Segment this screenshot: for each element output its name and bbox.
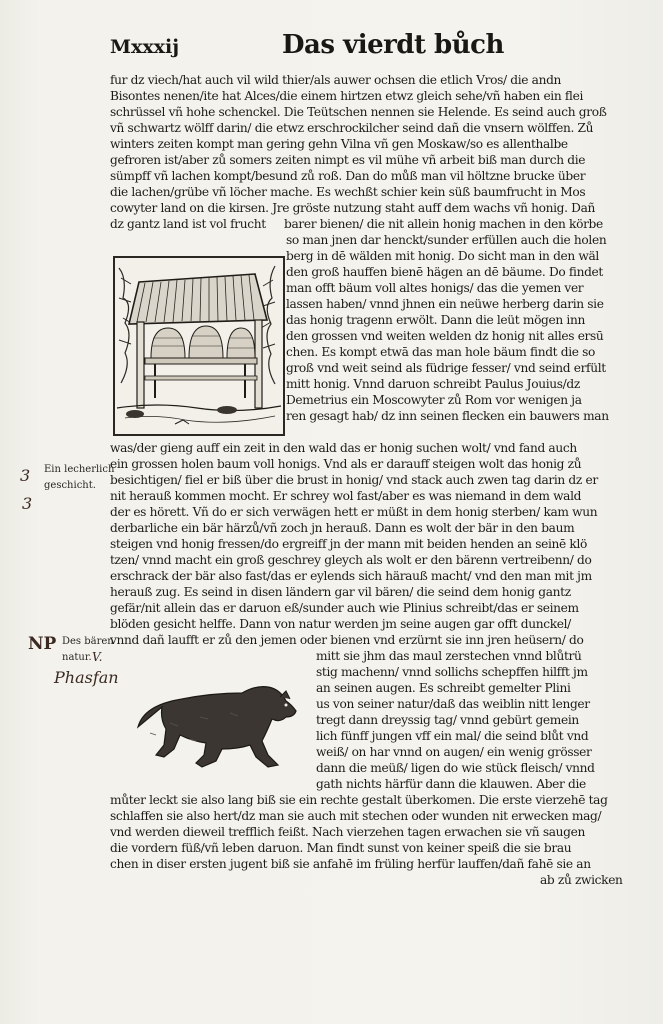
bear-woodcut (130, 683, 312, 783)
text-line: die vordern füß/vñ leben daruon. Man findt sunst von keiner speiß die sie brau (110, 841, 572, 855)
text-line: mitt sie jhm das maul zerstechen vnnd blůtrü (316, 649, 582, 663)
text-line: lassen haben/ vnnd jhnen ein neüwe herberg darin sie (286, 297, 604, 311)
running-head-title: Das vierdt bůch (282, 30, 504, 60)
text-line: das honig tragenn erwölt. Dann die leüt mögen inn (286, 313, 585, 327)
text-line: barer bienen/ die nit allein honig machen in den körbe (284, 217, 603, 231)
text-line: den groß hauffen bienē hägen an dē bäume. Do findet (286, 265, 603, 279)
text-line: gefär/nit allein das er daruon eß/sunder auch wie Plinius schreibt/das er seinem (110, 601, 579, 615)
text-line: sümpff vñ lachen kompt/besund zů roß. Dan do můß man vil höltzne brucke über (110, 169, 586, 183)
text-line: nit herauß kommen mocht. Er schrey wol fast/aber es was niemand in dem wald (110, 489, 582, 503)
text-line: tregt dann dreyssig tag/ vnnd gebürt gemein (316, 713, 579, 727)
text-line: schrüssel vñ hohe schenckel. Die Teütschen nennen sie Helende. Es seind auch groß (110, 105, 607, 119)
text-line: blöden gesicht helffe. Dann von natur werden jm seine augen gar offt dunckel/ (110, 617, 571, 631)
hand-mark-top: 3 (20, 466, 31, 485)
text-line: stig machenn/ vnnd sollichs schepffen hilfft jm (316, 665, 588, 679)
text-line: gath nichts härfür dann die klauwen. Aber die (316, 777, 586, 791)
text-line: so man jnen dar henckt/sunder erfüllen auch die holen (286, 233, 607, 247)
text-line: vnnd dañ laufft er zů den jemen oder bienen vnd erzürnt sie inn jren heüsern/ do (110, 633, 584, 647)
text-line: us von seiner natur/daß das weiblin nitt lenger (316, 697, 590, 711)
text-line: dann die meüß/ ligen do wie stück fleisch/ vnnd (316, 761, 595, 775)
text-line: ein grossen holen baum voll honigs. Vnd als er darauff steigen wolt das honig zů (110, 457, 582, 471)
beehive-shed-icon (115, 258, 283, 434)
text-line: Demetrius ein Moscowyter zů Rom vor wenigen ja (286, 393, 582, 407)
text-line-catchword: ab zů zwicken (540, 873, 623, 887)
margin-note-2-line-2: natur. (62, 652, 92, 663)
text-line: cowyter land on die kirsen. Jre gröste nutzung staht auff dem wachs vñ honig. Dañ (110, 201, 596, 215)
hand-np-mark: NP (28, 634, 57, 654)
text-line: tzen/ vnnd macht ein groß geschrey gleych als wolt er den bärenn vertreibenn/ do (110, 553, 592, 567)
text-line: mitt honig. Vnnd daruon schreibt Paulus Jouius/dz (286, 377, 580, 391)
text-line: ren gesagt hab/ dz inn seinen flecken ein bauwers man (286, 409, 609, 423)
folio-number: Mxxxij (110, 36, 180, 58)
text-line: herauß zug. Es seind in disen ländern gar vil bären/ die seind dem honig gantz (110, 585, 571, 599)
text-line: chen in diser ersten jugent biß sie anfahē im früling herfür lauffen/dañ fahē sie an (110, 857, 591, 871)
text-line: groß vnd weit seind als füdrige fesser/ vnd seind erfült (286, 361, 606, 375)
text-line: gefroren ist/aber zů somers zeiten nimpt es vil mühe vñ arbeit biß man durch die (110, 153, 586, 167)
bear-icon (130, 683, 312, 783)
text-line: dz gantz land ist vol frucht (110, 217, 266, 231)
hand-v-mark: V. (92, 650, 103, 664)
text-line: derbarliche ein bär härzů/vñ zoch jn herauß. Dann es wolt der bär in den baum (110, 521, 575, 535)
hand-annotation-word: Phasfan (54, 668, 119, 687)
text-line: chen. Es kompt etwā das man hole bäum findt die so (286, 345, 596, 359)
text-line: berg in dē wälden mit honig. Do sicht man in den wäl (286, 249, 599, 263)
hand-mark-bottom: 3 (22, 494, 33, 513)
beehive-woodcut (113, 256, 285, 436)
text-line: die lachen/grübe vñ löcher mache. Es wechßt schier kein süß baumfrucht in Mos (110, 185, 586, 199)
text-line: vñ schwartz wölff darin/ die etwz erschrockilcher seind dañ die vnsern wölffen. Zů (110, 121, 594, 135)
margin-note-2-line-1: Des bären (62, 636, 114, 647)
text-line: man offt bäum voll altes honigs/ das die yemen ver (286, 281, 584, 295)
text-line: winters zeiten kompt man gering gehn Vilna vñ gen Moskaw/so es allenthalbe (110, 137, 568, 151)
text-line: besichtigen/ fiel er biß über die brust in honig/ vnd stack auch zwen tag darin dz er (110, 473, 598, 487)
text-line: schlaffen sie also hert/dz man sie auch mit stechen oder wunden nit erwecken mag/ (110, 809, 602, 823)
text-line: erschrack der bär also fast/das er eylends sich härauß macht/ vnd den man mit jm (110, 569, 592, 583)
text-line: was/der gieng auff ein zeit in den wald das er honig suchen wolt/ vnd fand auch (110, 441, 577, 455)
text-line: Bisontes nenen/ite hat Alces/die einem hirtzen etwz gleich sehe/vñ haben ein flei (110, 89, 583, 103)
text-line: vnd werden dieweil trefflich feißt. Nach vierzehen tagen erwachen sie vñ saugen (110, 825, 585, 839)
text-line: der es hörett. Vñ do er sich verwägen hett er müßt in dem honig sterben/ kam wun (110, 505, 598, 519)
margin-note-1-line-2: geschicht. (44, 480, 96, 491)
text-line: fur dz viech/hat auch vil wild thier/als auwer ochsen die etlich Vros/ die andn (110, 73, 562, 87)
text-line: steigen vnd honig fressen/do ergreiff jn der mann mit beiden henden an seinē klö (110, 537, 587, 551)
text-line: můter leckt sie also lang biß sie ein rechte gestalt überkomen. Die erste vierzehē tag (110, 793, 608, 807)
margin-note-1-line-1: Ein lecherlich (44, 464, 115, 475)
text-line: den grossen vnd weiten welden dz honig nit alles ersū (286, 329, 604, 343)
text-line: an seinen augen. Es schreibt gemelter Plini (316, 681, 571, 695)
text-line: lich fünff jungen vff ein mal/ die seind blůt vnd (316, 729, 589, 743)
text-line: weiß/ on har vnnd on augen/ ein wenig grösser (316, 745, 592, 759)
